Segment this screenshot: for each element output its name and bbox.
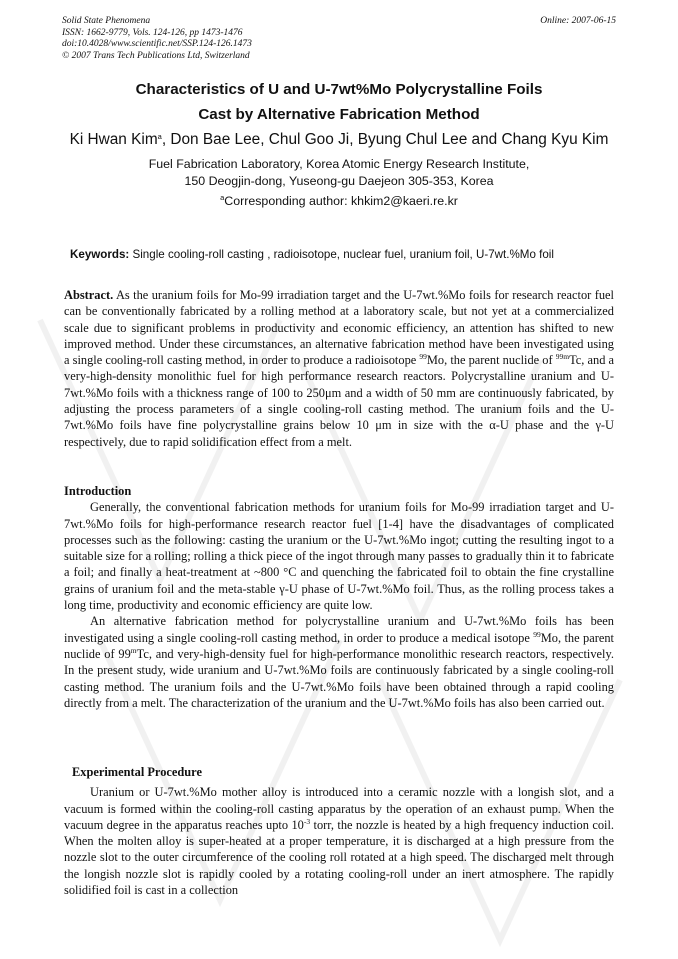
keywords-label: Keywords: [70, 248, 130, 261]
keywords [70, 248, 554, 261]
corresponding-author [0, 193, 678, 209]
introduction-paragraph-1: Generally, the conventional fabrication methods for uranium foils for Mo-99 irradiation target and U-7wt.%Mo foils for high-performance research reactor fuel [1-4] have the disadvantages of complicated processes such as the following: casting the uranium or the U-7wt.%Mo ingot; cutting the resulting ingot to a suitable size for a rolling; rolling a thick piece of the ingot through many passes to gradually thin it to fabricate a foil; and finally a heat-treatment at ~800 °C and quenching the fabricated foil to obtain the fine crystalline grains of uranium foil and the meta-stable γ-U phase of U-7wt.%Mo foil. Thus, as the rolling process takes a long time, productivity and economic efficiency are quite low. [64, 500, 614, 613]
corresponding-email: Corresponding author: khkim2@kaeri.re.kr [224, 194, 458, 208]
introduction-heading: Introduction [64, 484, 132, 498]
experimental-text: Uranium or U-7wt.%Mo mother alloy is introduced into a ceramic nozzle with a longish slot, and a vacuum is formed within the cooling-roll casting apparatus by the operation of an exhaust pump. When the vacuum degree in the apparatus reaches upto 10 [64, 785, 614, 832]
paper-title-line1: Characteristics of U and U-7wt%Mo Polycrystalline Foils [135, 81, 543, 98]
issn-line: ISSN: 1662-9779, Vols. 124-126, pp 1473-1476 [62, 27, 243, 38]
keywords-text: Single cooling-roll casting , radioisotope, nuclear fuel, uranium foil, U-7wt.%Mo foil [129, 248, 554, 261]
paper-title-line2: Cast by Alternative Fabrication Method [198, 106, 480, 123]
abstract-text: As the uranium foils for Mo-99 irradiation target and the U-7wt.%Mo foils for research reactor fuel can be conventionally fabricated by a rolling method at a laboratory scale, but not yet at a commercialized scale due to significant problems in productivity and economic efficiency, an attention has shifted to new improved method. Under these circumstances, an alternative fabrication method have been investigated using a single cooling-roll casting method, in order to produce a radioisotope [64, 288, 614, 368]
experimental-heading: Experimental Procedure [72, 765, 202, 779]
abstract [64, 287, 614, 450]
experimental-text: torr, the nozzle is heated by a high frequency induction coil. When the molten alloy is super-heated at a proper temperature, it is discharged at a high pressure from the nozzle slot to the outer circumference of the cooling roll rotated at a high speed. The discharged melt through the longish nozzle slot is rapidly cooled by a rotating cooling-roll under an inert atmosphere. The rapidly solidified foil is cast in a collection [64, 817, 614, 898]
author-list [0, 131, 678, 149]
online-date: Online: 2007-06-15 [540, 16, 616, 26]
doi-line: doi:10.4028/www.scientific.net/SSP.124-126.1473 [62, 39, 252, 49]
experimental-sup: -3 [303, 816, 311, 826]
journal-header [62, 16, 252, 62]
corresponding-marker: a [220, 193, 225, 202]
copyright-line: © 2007 Trans Tech Publications Ltd, Switzerland [62, 50, 250, 61]
experimental-section [64, 764, 614, 898]
introduction-section [64, 483, 614, 711]
first-author: Ki Hwan Kim [69, 131, 158, 148]
intro-sup: m [130, 645, 137, 655]
experimental-paragraph-1 [64, 784, 614, 898]
other-authors: , Don Bae Lee, Chul Goo Ji, Byung Chul Lee and Chang Kyu Kim [161, 131, 609, 148]
intro-text: Mo, the parent nuclide of 99 [64, 630, 614, 661]
intro-sup: 99 [533, 629, 541, 639]
abstract-label: Abstract. [64, 288, 114, 302]
affiliation-line2: 150 Deogjin-dong, Yuseong-gu Daejeon 305-353, Korea [184, 174, 494, 188]
first-author-marker: a [157, 132, 162, 141]
abstract-text: Tc, and a very-high-density monolithic fuel for high performance research reactors. Polycrystalline uranium and U-7wt.%Mo foils with a thickness range of 100 to 250μm and a width of 50 mm are continuously fabricated, by adjusting the process parameters of a single cooling-roll casting method. The uranium foils and the U-7wt.%Mo foils have fine polycrystalline grains below 10 μm in size with the α-U phase and the γ-U respectively, due to rapid solidification effect from a melt. [64, 353, 615, 449]
intro-text: Tc, and very-high-density fuel for high-performance monolithic research reactors, respectively. In the present study, wide uranium and U-7wt.%Mo foils are continuously fabricated by a single cooling-roll casting method. The uranium foils and the U-7wt.%Mo foils have been obtained through a rapid cooling directly from a melt. The characterization of the uranium and the U-7wt.%Mo foils has also been carried out. [64, 646, 614, 710]
abstract-sup: 99m [555, 352, 570, 362]
abstract-sup: 99 [419, 352, 427, 362]
affiliation-line1: Fuel Fabrication Laboratory, Korea Atomic Energy Research Institute, [148, 157, 530, 171]
intro-text: An alternative fabrication method for polycrystalline uranium and U-7wt.%Mo foils has been investigated using a single cooling-roll casting method, in order to produce a medical isotope [64, 614, 614, 645]
introduction-paragraph-2 [64, 613, 614, 711]
journal-name: Solid State Phenomena [62, 16, 151, 26]
abstract-text: Mo, the parent nuclide of [426, 353, 556, 368]
